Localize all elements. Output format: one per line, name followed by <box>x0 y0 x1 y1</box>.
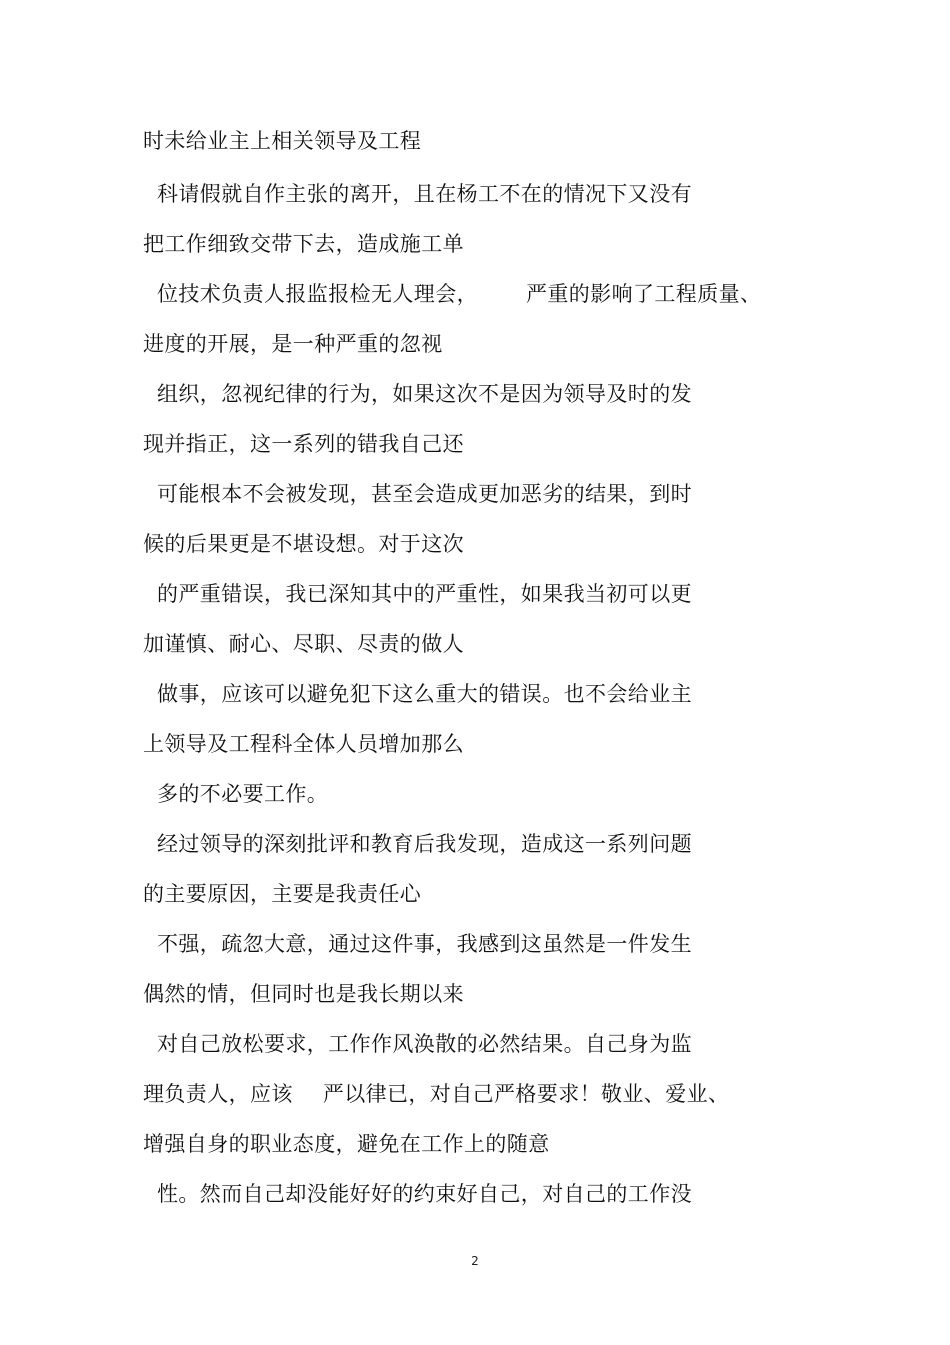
text-line: 对自己放松要求，工作作风涣散的必然结果。自己身为监 <box>157 1032 692 1056</box>
text-line: 候的后果更是不堪设想。对于这次 <box>143 532 464 556</box>
text-segment: 理负责人，应该 <box>143 1082 293 1106</box>
text-line: 可能根本不会被发现，甚至会造成更加恶劣的结果，到时 <box>157 482 692 506</box>
text-line: 组织，忽视纪律的行为，如果这次不是因为领导及时的发 <box>157 382 692 406</box>
text-line: 做事，应该可以避免犯下这么重大的错误。也不会给业主 <box>157 682 692 706</box>
text-segment: 位技术负责人报监报检无人理会， <box>157 282 478 306</box>
text-line: 偶然的情，但同时也是我长期以来 <box>143 982 464 1006</box>
text-line: 现并指正，这一系列的错我自己还 <box>143 432 464 456</box>
text-line: 不强，疏忽大意，通过这件事，我感到这虽然是一件发生 <box>157 932 692 956</box>
text-line: 性。然而自己却没能好好的约束好自己，对自己的工作没 <box>157 1182 692 1206</box>
text-line: 加谨慎、耐心、尽职、尽责的做人 <box>143 632 464 656</box>
text-line: 经过领导的深刻批评和教育后我发现，造成这一系列问题 <box>157 832 692 856</box>
text-line <box>143 1080 729 1108</box>
text-line <box>157 280 761 308</box>
text-segment: 严以律已，对自己严格要求！敬业、爱业、 <box>322 1082 730 1106</box>
text-line: 上领导及工程科全体人员增加那么 <box>143 732 464 756</box>
text-line: 多的不必要工作。 <box>157 782 329 806</box>
text-line: 科请假就自作主张的离开，且在杨工不在的情况下又没有 <box>157 182 692 206</box>
text-segment: 严重的影响了工程质量、 <box>526 282 762 306</box>
text-line: 时未给业主上相关领导及工程 <box>143 129 422 153</box>
text-line: 进度的开展，是一种严重的忽视 <box>143 332 443 356</box>
page-number: 2 <box>471 1254 479 1268</box>
text-line: 的主要原因，主要是我责任心 <box>143 882 422 906</box>
text-line: 增强自身的职业态度，避免在工作上的随意 <box>143 1132 550 1156</box>
text-line: 把工作细致交带下去，造成施工单 <box>143 232 464 256</box>
text-line: 的严重错误，我已深知其中的严重性，如果我当初可以更 <box>157 582 692 606</box>
